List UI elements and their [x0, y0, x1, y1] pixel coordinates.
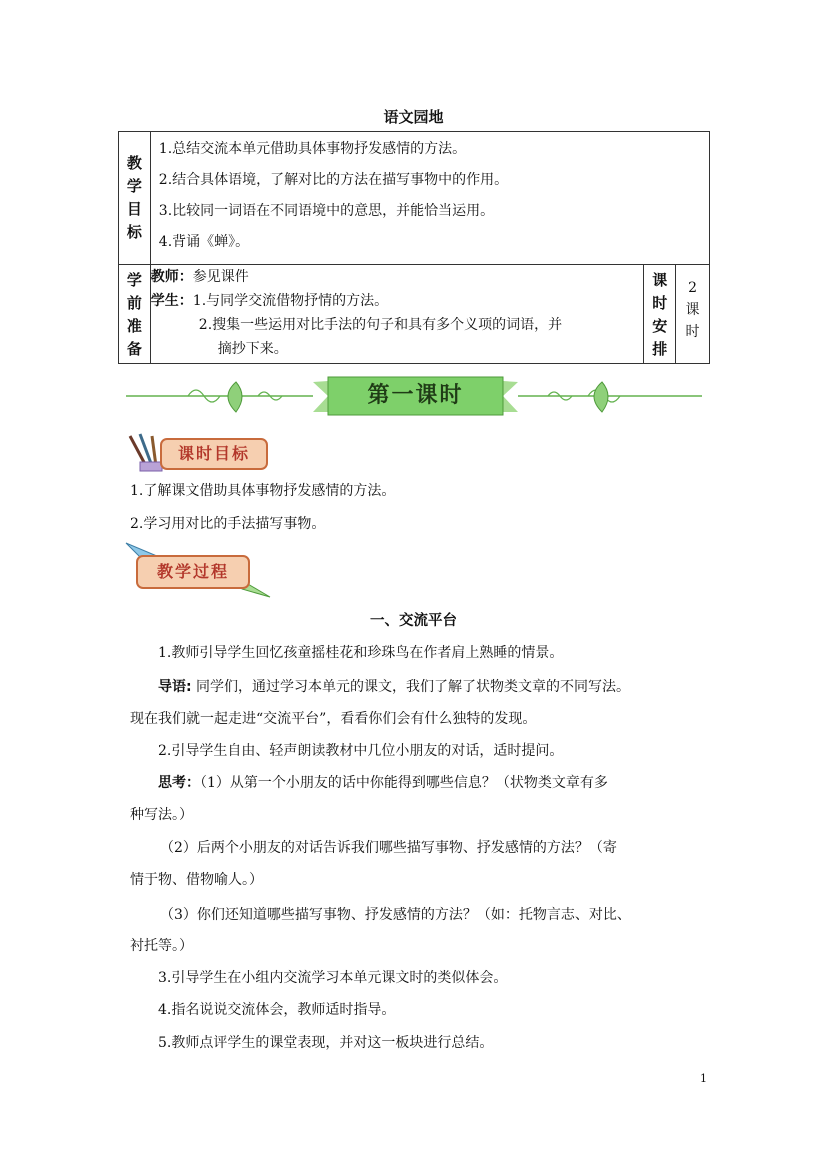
- section-heading: 一、交流平台: [370, 613, 457, 629]
- leaf-icon: [228, 382, 242, 412]
- question-line: 衬托等。）: [130, 938, 193, 954]
- page-title: 语文园地: [383, 108, 444, 126]
- objective-item: 2.学习用对比的手法描写事物。: [130, 516, 326, 532]
- process-tag-label: 教学过程: [136, 555, 250, 589]
- objectives-tag-label: 课时目标: [160, 438, 268, 470]
- leaf-icon: [594, 382, 608, 412]
- page-number: 1: [700, 1072, 707, 1085]
- student-label: 学生：: [150, 293, 193, 309]
- goals-header: 教 学 目 标: [119, 132, 151, 265]
- schedule-value: 2 课 时: [676, 265, 710, 364]
- process-tag: [124, 541, 274, 601]
- question-line: （2）后两个小朋友的对话告诉我们哪些描写事物、抒发感情的方法？（寄: [160, 840, 617, 856]
- lesson-plan-table: [118, 131, 710, 364]
- goal-item: 2.结合具体语境，了解对比的方法在描写事物中的作用。: [158, 172, 509, 188]
- body-paragraph: 3.引导学生在小组内交流学习本单元课文时的类似体会。: [158, 970, 508, 986]
- body-paragraph: 4.指名说说交流体会，教师适时指导。: [158, 1002, 396, 1018]
- lesson-banner: [118, 374, 710, 420]
- goal-item: 3.比较同一词语在不同语境中的意思，并能恰当运用。: [158, 203, 495, 219]
- body-paragraph: 5.教师点评学生的课堂表现，并对这一板块进行总结。: [158, 1035, 494, 1051]
- student-item: 2.搜集一些运用对比手法的句子和具有多个义项的词语，并: [198, 317, 563, 333]
- banner-title: 第一课时: [367, 383, 464, 408]
- goal-item: 1.总结交流本单元借助具体事物抒发感情的方法。: [158, 141, 467, 157]
- objectives-tag: [124, 432, 269, 472]
- teacher-text: 参见课件: [192, 269, 249, 285]
- objective-item: 1.了解课文借助具体事物抒发感情的方法。: [130, 483, 396, 499]
- student-item: 摘抄下来。: [217, 341, 288, 357]
- daoyu-line: 导语: 同学们，通过学习本单元的课文，我们了解了状物类文章的不同写法。: [158, 679, 631, 695]
- goal-item: 4.背诵《蝉》。: [158, 234, 250, 250]
- body-paragraph: 2.引导学生自由、轻声朗读教材中几位小朋友的对话，适时提问。: [158, 743, 564, 759]
- question-line: （3）你们还知道哪些描写事物、抒发感情的方法？（如：托物言志、对比、: [160, 907, 631, 923]
- schedule-header: 课 时 安 排: [644, 265, 676, 364]
- prep-cell: [150, 265, 644, 364]
- goals-cell: [150, 132, 709, 265]
- teacher-label: 教师：: [150, 269, 193, 285]
- prep-header: 学 前 准 备: [119, 265, 151, 364]
- daoyu-line: 现在我们就一起走进“交流平台”，看看你们会有什么独特的发现。: [130, 711, 537, 727]
- question-line: 情于物、借物喻人。）: [130, 872, 263, 888]
- sikao-line: 思考：（1）从第一个小朋友的话中你能得到哪些信息？（状物类文章有多: [158, 775, 608, 791]
- body-paragraph: 1.教师引导学生回忆孩童摇桂花和珍珠鸟在作者肩上熟睡的情景。: [158, 645, 564, 661]
- student-item: 1.与同学交流借物抒情的方法。: [192, 293, 389, 309]
- sikao-line: 种写法。）: [130, 807, 193, 823]
